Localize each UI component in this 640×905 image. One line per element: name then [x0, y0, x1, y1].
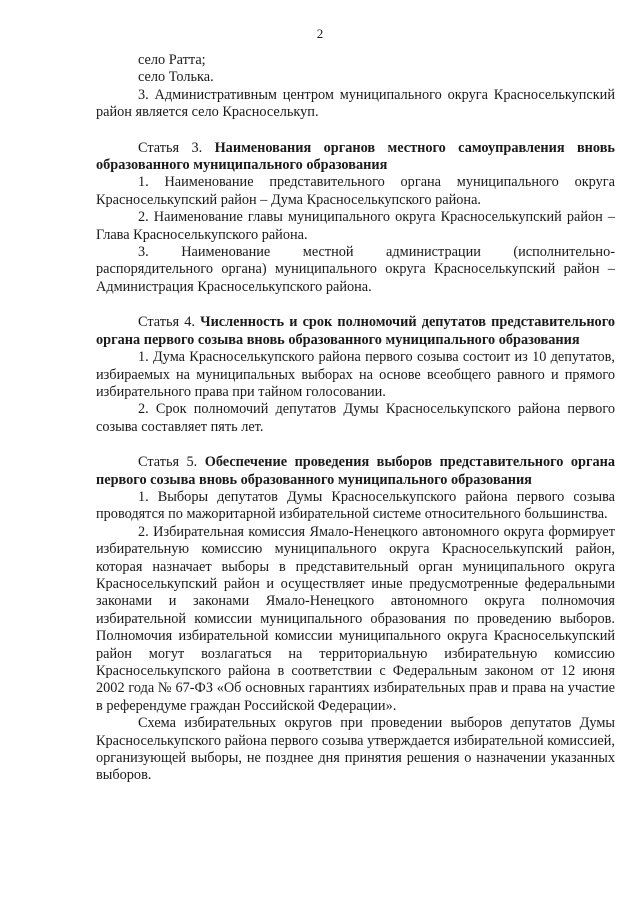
article-5-schema: Схема избирательных округов при проведении выборов депутатов Думы Красноселькупского района первого созыва утверждается избирательной комиссией, организующей выборы, не позднее дня принятия решения о назначении указанных выборов.	[96, 715, 615, 784]
article-4-number: Статья 4.	[138, 314, 201, 331]
article-3-item-1: 1. Наименование представительного органа муниципального округа Красноселькупский район – Дума Красноселькупского района.	[96, 174, 615, 208]
article-5-item-2: 2. Избирательная комиссия Ямало-Ненецкого автономного округа формирует избирательную комиссию муниципального округа Красноселькупский район, которая назначает выборы в представительный орган муниципального округа Красноселькупский район и осуществляет иные предусмотренные федеральными законами и законами Ямало-Ненецкого автономного округа полномочия избирательной комиссии муниципального образования по проведению выборов. Полномочия избирательной комиссии муниципального округа Красноселькупский район могут возлагаться на территориальную избирательную комиссию Красноселькупского района в соответствии с Федеральным законом от 12 июня 2002 года № 67-ФЗ «Об основных гарантиях избирательных прав и права на участие в референдуме граждан Российской Федерации».	[96, 523, 615, 714]
article-3-item-2: 2. Наименование главы муниципального округа Красноселькупский район – Глава Красноселькупского района.	[96, 209, 615, 243]
article-3-heading	[96, 140, 615, 175]
paragraph-selo-tolka: село Толька.	[138, 69, 214, 86]
article-5-number: Статья 5.	[138, 454, 205, 471]
article-5-item-1: 1. Выборы депутатов Думы Красноселькупского района первого созыва проводятся по мажоритарной избирательной системе относительного большинства.	[96, 488, 615, 523]
article-3-number: Статья 3.	[138, 139, 215, 156]
article-4-item-1: 1. Дума Красноселькупского района первого созыва состоит из 10 депутатов, избираемых на муниципальных выборах на основе всеобщего равного и прямого избирательного права при тайном голосовании.	[96, 349, 615, 400]
document-body	[96, 52, 615, 785]
article-5-title: Обеспечение проведения выборов представительного органа первого созыва вновь образованного муниципального образования	[96, 454, 615, 488]
article-4-heading	[96, 314, 615, 349]
page-number: 2	[316, 26, 324, 41]
paragraph-admin-center: 3. Административным центром муниципального округа Красноселькупский район является село Красноселькуп.	[96, 86, 615, 121]
article-4-title: Численность и срок полномочий депутатов представительного органа первого созыва вновь образованного муниципального образования	[96, 314, 615, 348]
article-3-item-3: 3. Наименование местной администрации (исполнительно-распорядительного органа) муниципального округа Красноселькупский район – Администрация Красноселькупского района.	[96, 244, 615, 295]
article-4-item-2: 2. Срок полномочий депутатов Думы Красноселькупского района первого созыва составляет пять лет.	[96, 401, 615, 435]
article-5-heading	[96, 454, 615, 489]
paragraph-selo-ratta: село Ратта;	[138, 52, 206, 68]
article-3-title: Наименования органов местного самоуправления вновь образованного муниципального образования	[96, 139, 615, 174]
